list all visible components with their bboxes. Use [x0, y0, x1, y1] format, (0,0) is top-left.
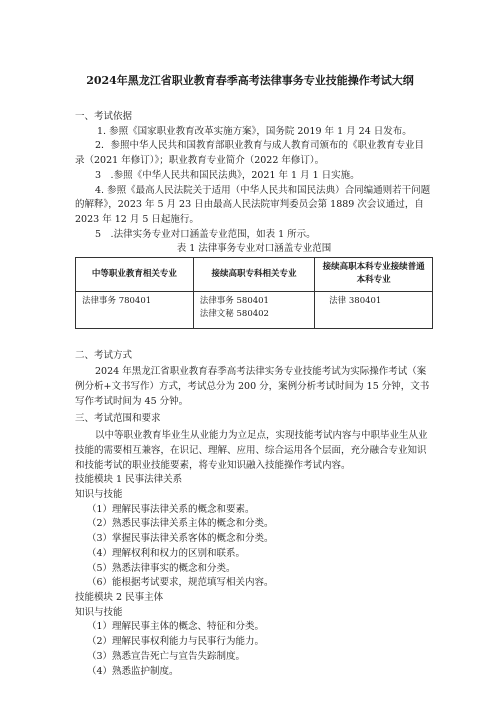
module-subtitle: 知识与技能	[75, 489, 123, 500]
section-heading-basis: 一、考试依据	[75, 111, 133, 122]
basis-item-3: 3 .参照《中华人民共和国民法典》，2021 年 1 月 1 日实施。	[95, 169, 360, 181]
cell-line: 法律事务 580401	[199, 295, 269, 306]
method-paragraph: 2024 年黑龙江省职业教育春季高考法律实务专业技能考试为实际操作考试（案例分析+文书写作）方式，考试总分为 200 分，案例分析考试时间为 15 分钟，文书写作考试时间为 45 分钟。	[75, 366, 430, 407]
cell-line: 法律事务 780401	[82, 295, 152, 306]
cell-line: 法律 380401	[329, 295, 382, 306]
basis-item-4: 4. 参照《最高人民法院关于适用（中华人民共和国民法典）合同编通则若干问题的解释》，2023 年 5 月 23 日由最高人民法院审判委员会第 1889 次会议通过，自 2023 年 12 月 5 日起施行。	[75, 184, 431, 226]
table-cell	[315, 291, 433, 328]
table-header-row	[76, 258, 433, 291]
list-item: （6）能根据考试要求，规范填写相关内容。	[87, 577, 274, 589]
list-item: （2）熟悉民事法律关系主体的概念和分类。	[87, 518, 274, 530]
basis-item-5: 5 .法律实务专业对口涵盖专业范围，如表 1 所示。	[95, 228, 316, 240]
table-caption: 表 1 法律事务专业对口涵盖专业范围	[176, 243, 332, 255]
module-title: 技能模块 1 民事法律关系	[75, 474, 183, 486]
table-header-cell: 中等职业教育相关专业	[76, 258, 194, 291]
table-cell	[193, 291, 314, 328]
basis-item-1: 1. 参照《国家职业教育改革实施方案》，国务院 2019 年 1 月 24 日发布。	[97, 125, 412, 137]
document-title: 2024年黑龙江省职业教育春季高考法律事务专业技能操作考试大纲	[86, 74, 414, 87]
list-item: （4）熟悉监护制度。	[87, 665, 179, 677]
list-item: （2）理解民事权利能力与民事行为能力。	[87, 636, 265, 648]
cell-line: 法律文秘 580402	[199, 308, 269, 319]
module-subtitle: 知识与技能	[75, 606, 123, 618]
document-body	[75, 110, 433, 679]
section-heading-scope: 三、考试范围和要求	[75, 413, 161, 425]
table-cell	[76, 291, 194, 328]
list-item: （5）熟悉法律事实的概念和分类。	[87, 562, 236, 574]
table-row	[76, 291, 433, 328]
list-item: （4）理解权利和权力的区别和联系。	[87, 547, 246, 559]
list-item: （1）理解民事法律关系的概念和要素。	[87, 503, 255, 515]
module-title: 技能模块 2 民事主体	[75, 592, 164, 604]
list-item: （1）理解民事主体的概念、特征和分类。	[87, 621, 265, 633]
coverage-table	[75, 257, 433, 328]
list-item: （3）熟悉宣告死亡与宣告失踪制度。	[87, 650, 246, 662]
section-heading-method: 二、考试方式	[75, 349, 133, 361]
basis-item-2: 2．参照中华人民共和国教育部职业教育与成人教育司颁布的《职业教育专业目录（2021 年修订）》；职业教育专业简介（2022 年修订）。	[75, 140, 425, 167]
list-item: （3）掌握民事法律关系客体的概念和分类。	[87, 533, 274, 545]
table-header-cell: 接续高职本科专业接续普通本科专业	[315, 258, 433, 291]
table-header-cell: 接续高职专科相关专业	[193, 258, 314, 291]
scope-intro-paragraph: 以中等职业教育毕业生从业能力为立足点，实现技能考试内容与中职毕业生从业技能的需要相互兼容，在识记、理解、应用、综合运用各个层面，充分融合专业知识和技能考试的职业技能要素，将专业知识融入技能操作考试内容。	[75, 430, 428, 471]
